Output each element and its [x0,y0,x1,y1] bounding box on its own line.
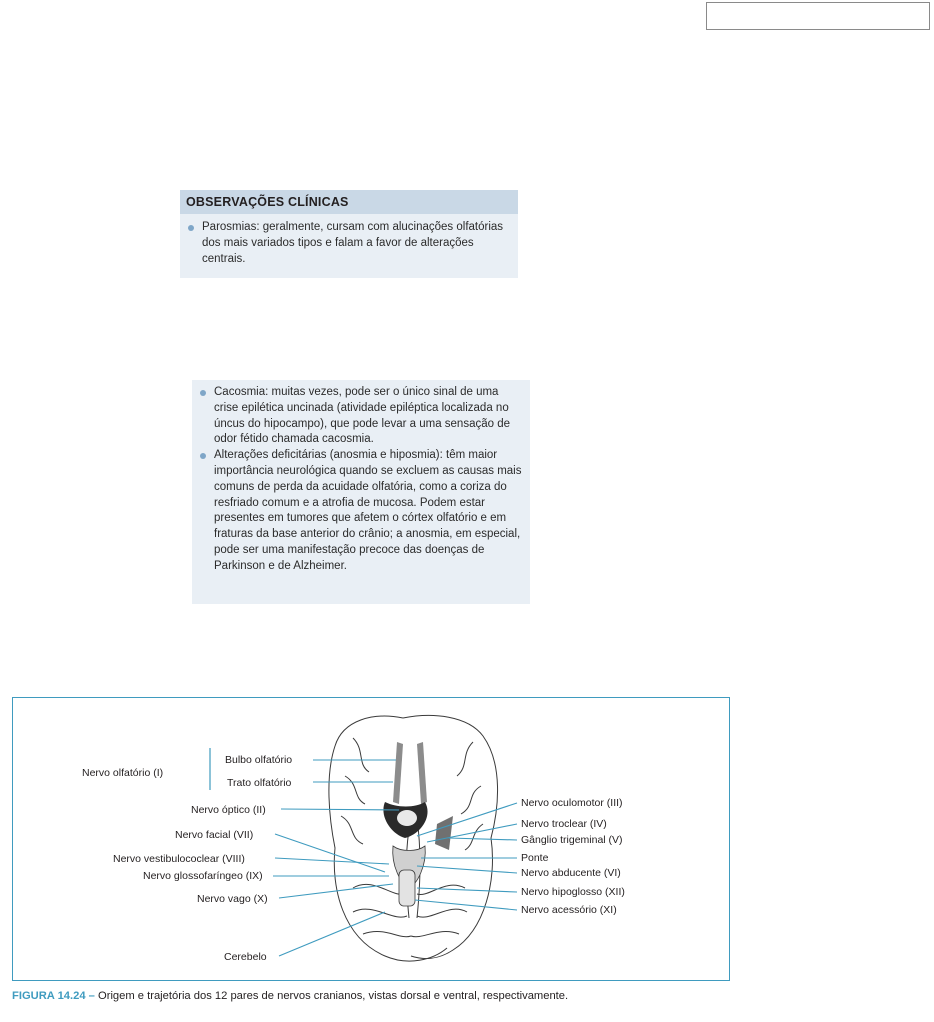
clinical-observations-list [192,380,530,575]
label-cerebelo: Cerebelo [224,951,267,963]
leader-lines-right [415,803,517,910]
label-nervo-vestibulococlear: Nervo vestibulococlear (VIII) [113,853,245,865]
label-ponte: Ponte [521,852,549,864]
label-ganglio-trigeminal: Gânglio trigeminal (V) [521,834,623,846]
label-bulbo-olfatorio: Bulbo olfatório [225,754,293,766]
clinical-observations-box-continued [192,380,530,604]
label-nervo-olfatorio: Nervo olfatório (I) [82,767,164,779]
label-nervo-facial: Nervo facial (VII) [175,829,254,841]
figure-number: FIGURA 14.24 – [12,990,95,1002]
brain-base-illustration [13,698,731,982]
label-nervo-optico: Nervo óptico (II) [191,804,266,816]
bullet-icon [188,225,194,231]
label-trato-olfatorio: Trato olfatório [227,777,292,789]
clinical-observations-list [180,214,518,267]
figure-caption-text: Origem e trajetória dos 12 pares de nervos cranianos, vistas dorsal e ventral, respectivamente. [94,990,569,1002]
label-nervo-acessorio: Nervo acessório (XI) [521,904,617,916]
clinical-observations-box [180,190,518,278]
brainstem-region [383,802,453,906]
cranial-nerves-figure [12,697,730,981]
figure-caption [12,990,568,1002]
olfactory-tracts [393,742,427,804]
label-nervo-hipoglosso: Nervo hipoglosso (XII) [521,886,625,898]
list-item: Parosmias: geralmente, cursam com alucinações olfatórias dos mais variados tipos e falam a favor de alterações centrais. [186,220,510,267]
label-nervo-vago: Nervo vago (X) [197,893,268,905]
list-item: Cacosmia: muitas vezes, pode ser o único sinal de uma crise epilética uncinada (atividade epiléptica localizada no úncus do hipocampo), que pode levar a uma sensação de odor fétido chamada cacosmia. [198,385,524,448]
figure-labels-right [521,797,625,916]
label-nervo-oculomotor: Nervo oculomotor (III) [521,797,623,809]
top-input-box[interactable] [706,2,930,30]
bullet-icon [200,390,206,396]
leader-lines-left [273,760,399,956]
label-nervo-glossofaringeo: Nervo glossofaríngeo (IX) [143,870,263,882]
list-item: Alterações deficitárias (anosmia e hiposmia): têm maior importância neurológica quando se excluem as causas mais comuns de perda da acuidade olfatória, como a coriza do resfriado comum e a atrofia de mucosa. Podem estar presentes em tumores que afetem o córtex olfatório e em fraturas da base anterior do crânio; a anosmia, em especial, pode ser uma manifestação precoce das doenças de Parkinson e de Alzheimer. [198,448,524,574]
label-nervo-troclear: Nervo troclear (IV) [521,818,607,830]
bullet-icon [200,453,206,459]
figure-labels-left [82,748,292,963]
label-nervo-abducente: Nervo abducente (VI) [521,867,621,879]
clinical-observations-title: OBSERVAÇÕES CLÍNICAS [180,190,518,214]
